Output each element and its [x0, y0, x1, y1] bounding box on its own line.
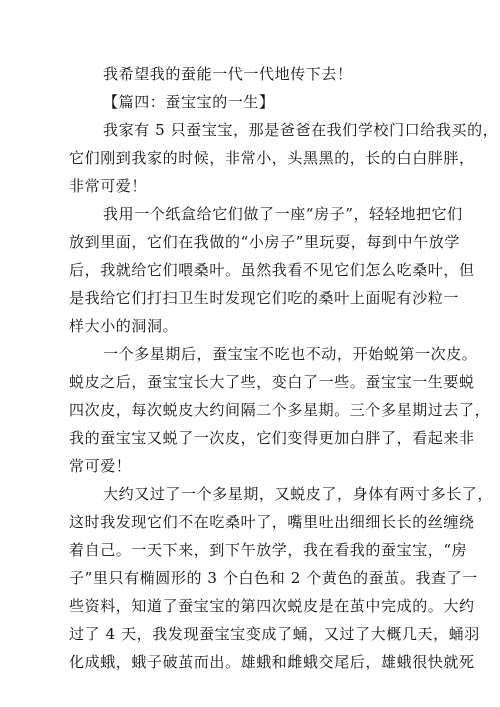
paragraph-line: 放到里面，它们在我做的“小房子”里玩耍，每到中午放学: [69, 233, 460, 251]
paragraph-1: [69, 116, 499, 200]
paragraph-line: 我家有 5 只蚕宝宝，那是爸爸在我们学校门口给我买的，: [103, 121, 499, 139]
paragraph-line: 这时我发现它们不在吃桑叶了，嘴里吐出细细长长的丝缠绕: [69, 513, 475, 531]
paragraph-line: 常可爱！: [69, 457, 132, 475]
paragraph-line: 些资料，知道了蚕宝宝的第四次蜕皮是在茧中完成的。大约: [69, 597, 475, 615]
paragraph-line: 过了 4 天，我发现蚕宝宝变成了蛹，又过了大概几天，蛹羽: [69, 625, 480, 643]
paragraph-3: [69, 340, 491, 480]
paragraph-4: [69, 480, 494, 676]
paragraph-line: 它们刚到我家的时候，非常小，头黑黑的，长的白白胖胖，: [69, 149, 475, 167]
intro-closing-line: 我希望我的蚕能一代一代地传下去！: [103, 65, 353, 83]
paragraph-line: 我用一个纸盒给它们做了一座“房子”，轻轻地把它们: [103, 205, 463, 223]
document-body: [69, 60, 499, 676]
paragraph-line: 着自己。一天下来，到下午放学，我在看我的蚕宝宝，“房: [69, 541, 468, 559]
paragraph-line: 非常可爱！: [69, 177, 148, 195]
paragraph-line: 化成蛾，蛾子破茧而出。雄蛾和雌蛾交尾后，雄蛾很快就死: [69, 653, 475, 671]
paragraph-line: 后，我就给它们喂桑叶。虽然我看不见它们怎么吃桑叶，但: [69, 261, 475, 279]
paragraph-2: [69, 200, 475, 340]
paragraph-line: 四次皮，每次蜕皮大约间隔二个多星期。三个多星期过去了，: [69, 401, 491, 419]
paragraph-line: 是我给它们打扫卫生时发现它们吃的桑叶上面呢有沙粒一: [69, 289, 460, 307]
paragraph-line: 一个多星期后，蚕宝宝不吃也不动，开始蜕第一次皮。: [103, 345, 478, 363]
paragraph-line: 子”里只有椭圆形的 3 个白色和 2 个黄色的蚕茧。我查了一: [69, 569, 478, 587]
paragraph-line: 我的蚕宝宝又蜕了一次皮，它们变得更加白胖了，看起来非: [69, 429, 475, 447]
paragraph-line: 蜕皮之后，蚕宝宝长大了些，变白了一些。蚕宝宝一生要蜕: [69, 373, 475, 391]
paragraph-line: 大约又过了一个多星期，又蜕皮了，身体有两寸多长了，: [103, 485, 494, 503]
section-heading: 【篇四：蚕宝宝的一生】: [103, 93, 275, 111]
paragraph-line: 样大小的洞洞。: [69, 317, 179, 335]
